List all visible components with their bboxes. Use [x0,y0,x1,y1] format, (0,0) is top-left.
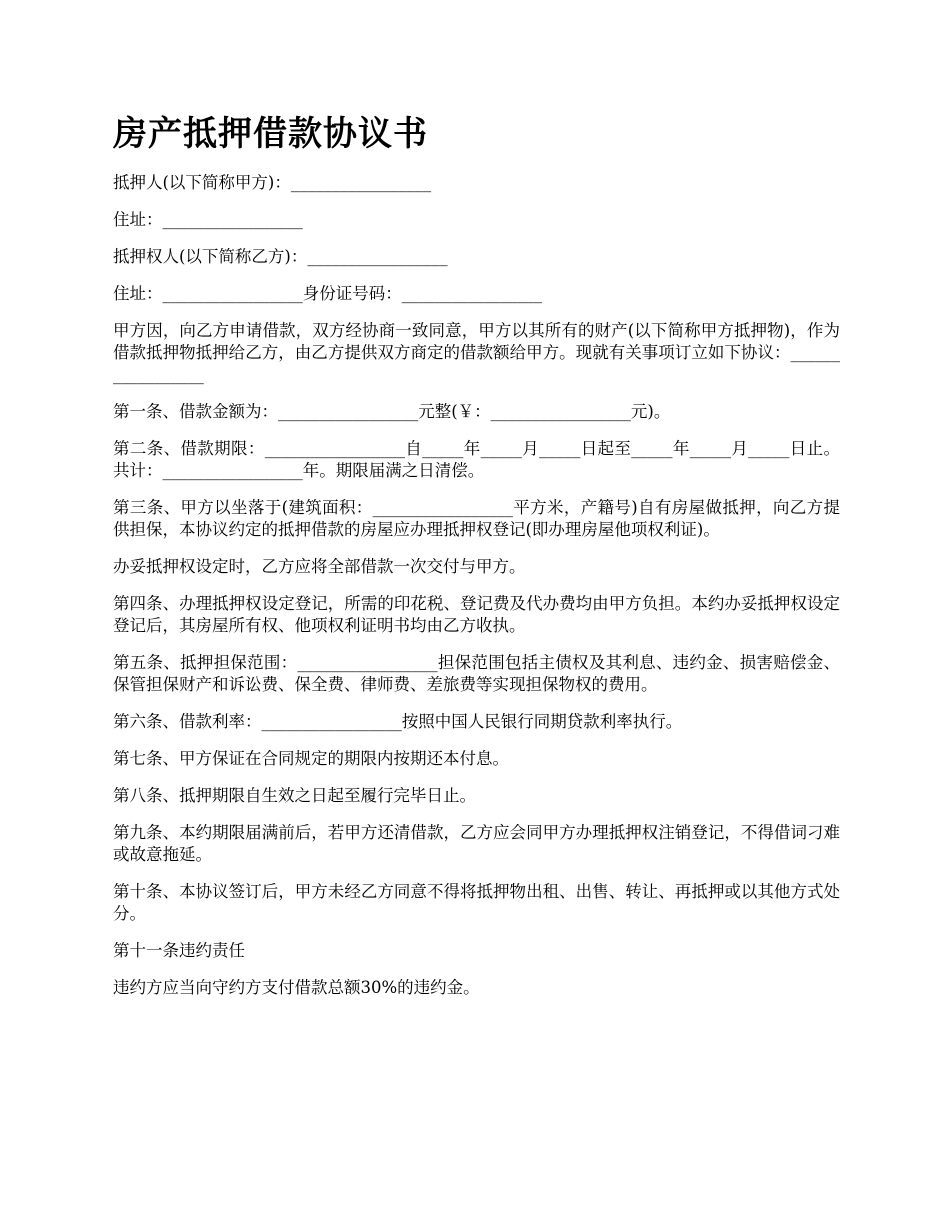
article-7-repayment: 第七条、甲方保证在合同规定的期限内按期还本付息。 [113,749,509,768]
delivery-clause: 办妥抵押权设定时，乙方应将全部借款一次交付与甲方。 [113,557,526,576]
article-5-guarantee-scope: 第五条、抵押担保范围：_________________担保范围包括主债权及其利息、违约金、损害赔偿金、保管担保财产和诉讼费、保全费、律师费、差旅费等实现担保物权的费用。 [113,653,840,694]
article-2-loan-term: 第二条、借款期限：_________________自_____年_____月_____日起至_____年_____月_____日止。共计：_________________年。期限届满之日清偿。 [113,439,841,480]
article-10-disposal-restriction: 第十条、本协议签订后，甲方未经乙方同意不得将抵押物出租、出售、转让、再抵押或以其他方式处分。 [113,882,840,923]
article-1-loan-amount: 第一条、借款金额为：_________________元整(￥：_________________元)。 [113,402,671,421]
article-4-registration-fees: 第四条、办理抵押权设定登记，所需的印花税、登记费及代办费均由甲方负担。本约办妥抵押权设定登记后，其房屋所有权、他项权利证明书均由乙方收执。 [113,594,840,635]
article-6-interest-rate: 第六条、借款利率：_________________按照中国人民银行同期贷款利率执行。 [113,712,683,731]
party-a-address-line: 住址：_________________ [113,210,303,229]
article-9-cancellation: 第九条、本约期限届满前后，若甲方还清借款，乙方应会同甲方办理抵押权注销登记，不得借词刁难或故意拖延。 [113,823,840,864]
article-8-mortgage-period: 第八条、抵押期限自生效之日起至履行完毕日止。 [113,786,476,805]
article-3-collateral: 第三条、甲方以坐落于(建筑面积：_________________平方米，产籍号)自有房屋做抵押，向乙方提供担保，本协议约定的抵押借款的房屋应办理抵押权登记(即办理房屋他项权利证)。 [113,498,840,539]
document-page [113,110,840,1014]
preamble-paragraph: 甲方因，向乙方申请借款，双方经协商一致同意，甲方以其所有的财产(以下简称甲方抵押物)，作为借款抵押物抵押给乙方，由乙方提供双方商定的借款额给甲方。现就有关事项订立如下协议：_________________ [113,321,840,384]
party-b-address-id-line: 住址：_________________身份证号码：_________________ [113,284,542,303]
breach-penalty-clause: 违约方应当向守约方支付借款总额30%的违约金。 [113,978,480,997]
article-11-heading: 第十一条违约责任 [113,941,245,960]
document-title: 房产抵押借款协议书 [113,114,428,154]
party-a-line: 抵押人(以下简称甲方)：_________________ [113,173,432,192]
party-b-line: 抵押权人(以下简称乙方)：_________________ [113,247,448,266]
